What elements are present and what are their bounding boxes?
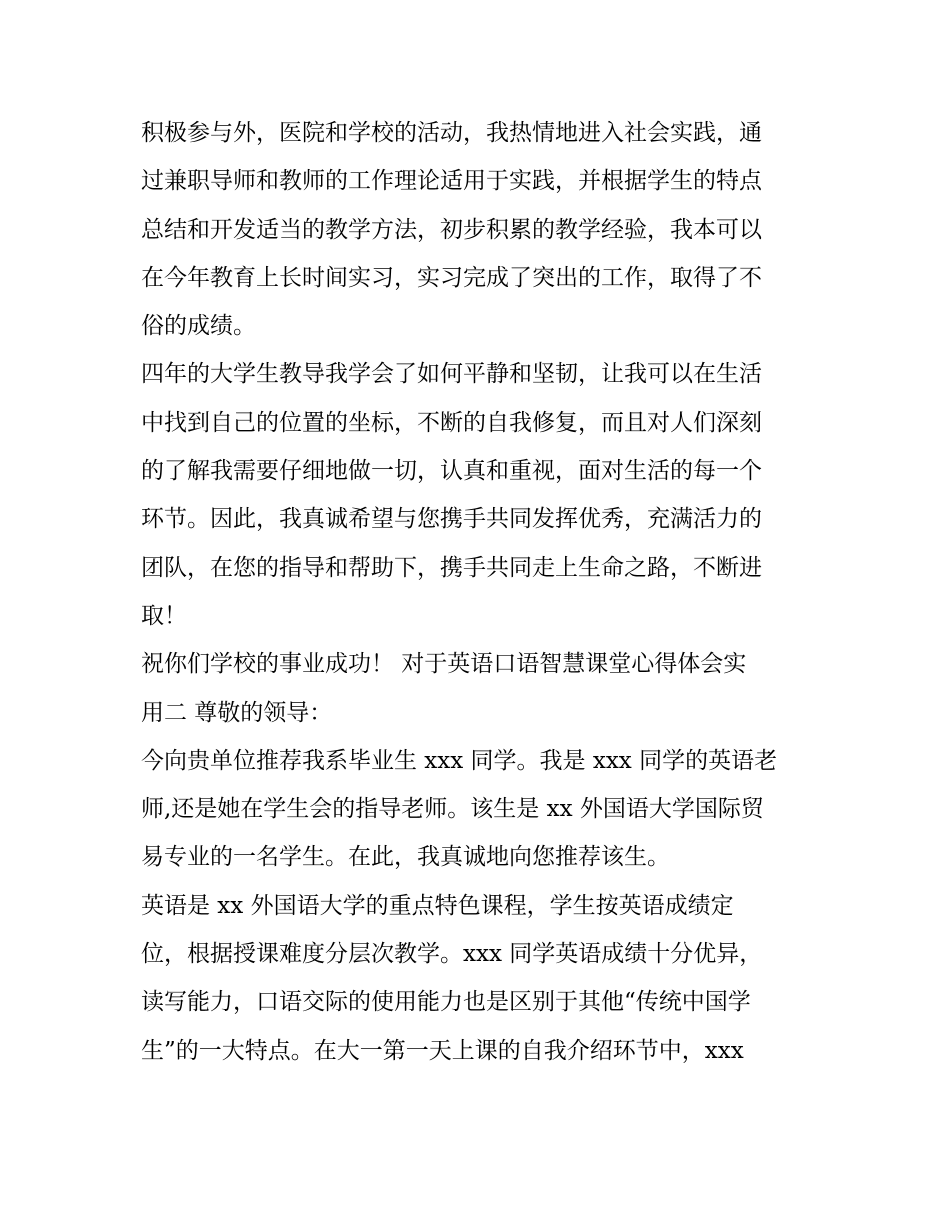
body-text [141,109,821,1075]
text-line: 环节。因此，我真诚希望与您携手共同发挥优秀，充满活力的 [141,506,762,533]
text-line: 读写能力，口语交际的使用能力也是区别于其他“传统中国学 [141,989,751,1016]
text-line: 生”的一大特点。在大一第一天上课的自我介绍环节中，xxx [141,1037,744,1064]
text-line: 英语是 xx 外国语大学的重点特色课程，学生按英语成绩定 [141,892,734,919]
text-line: 易专业的一名学生。在此，我真诚地向您推荐该生。 [141,844,670,871]
text-line: 总结和开发适当的教学方法，初步积累的教学经验，我本可以 [141,216,762,243]
text-line: 今向贵单位推荐我系毕业生 xxx 同学。我是 xxx 同学的英语老 [141,747,778,774]
text-line: 积极参与外，医院和学校的活动，我热情地进入社会实践，通 [141,120,762,146]
text-line: 俗的成绩。 [141,313,256,340]
text-line: 过兼职导师和教师的工作理论适用于实践，并根据学生的特点 [141,168,762,195]
text-line: 用二 尊敬的领导： [141,699,333,726]
text-line: 的了解我需要仔细地做一切，认真和重视，面对生活的每一个 [141,458,762,485]
text-line: 取！ [141,602,187,629]
text-line: 在今年教育上长时间实习，实习完成了突出的工作，取得了不 [141,264,762,291]
text-line: 祝你们学校的事业成功！ 对于英语口语智慧课堂心得体会实 [141,651,747,678]
text-line: 团队，在您的指导和帮助下，携手共同走上生命之路，不断进 [141,554,762,581]
text-line: 中找到自己的位置的坐标，不断的自我修复，而且对人们深刻 [141,409,762,436]
text-line: 师,还是她在学生会的指导老师。该生是 xx 外国语大学国际贸 [141,796,764,823]
text-line: 位，根据授课难度分层次教学。xxx 同学英语成绩十分优异， [141,941,763,968]
text-line: 四年的大学生教导我学会了如何平静和坚韧，让我可以在生活 [141,361,762,388]
